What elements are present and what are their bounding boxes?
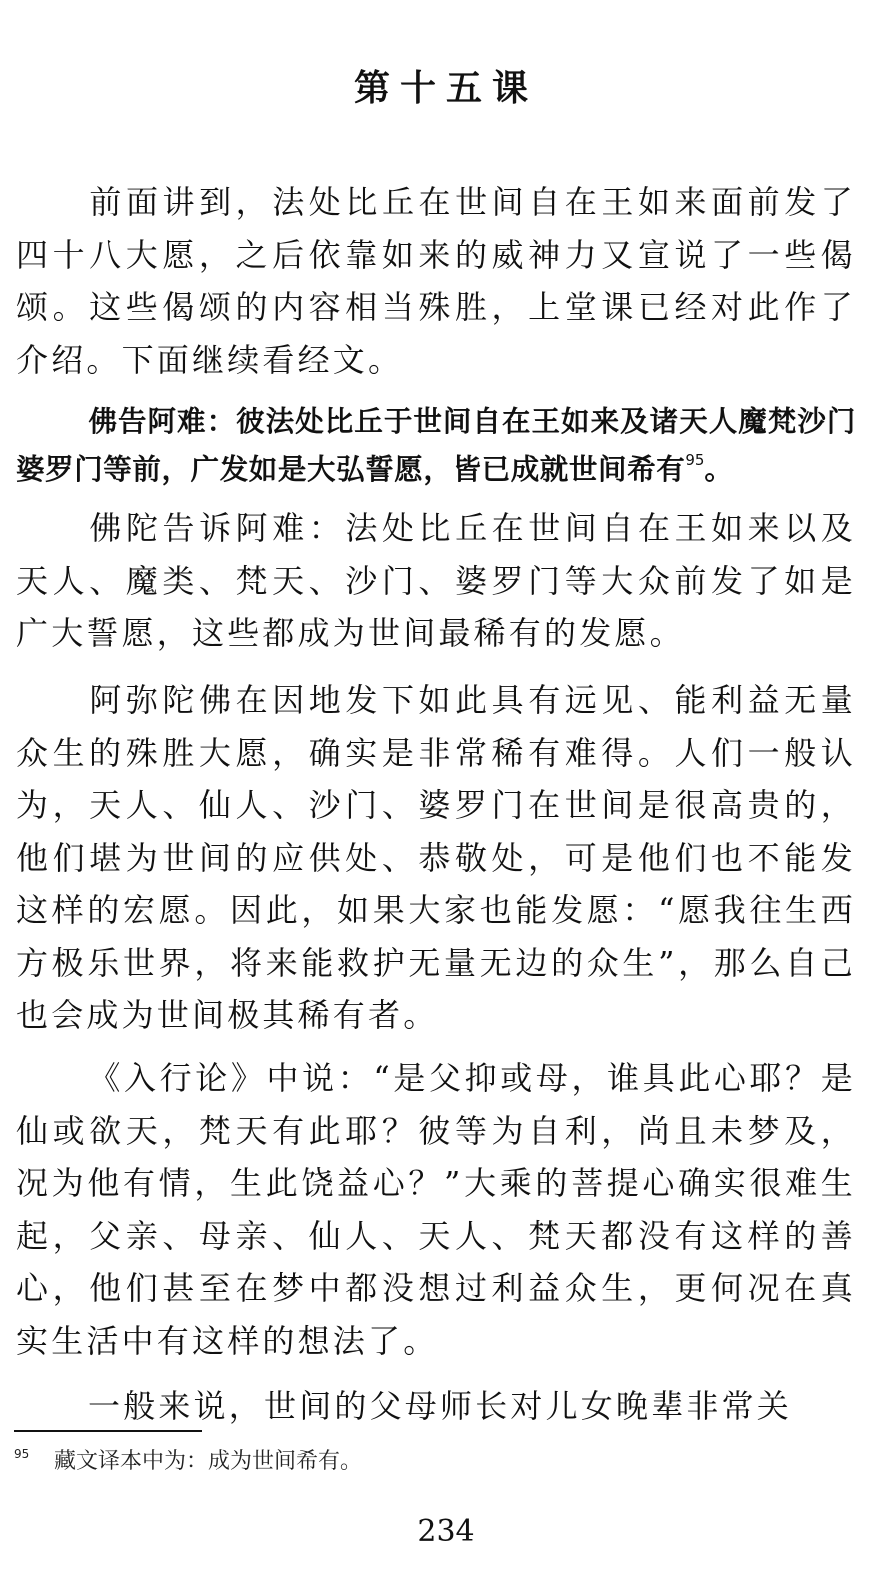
paragraph-commentary-text: 阿弥陀佛在因地发下如此具有远见、能利益无量众生的殊胜大愿，确实是非常稀有难得。人们一般认为，天人、仙人、沙门、婆罗门在世间是很高贵的，他们堪为世间的应供处、恭敬处，可是他们也不能发这样的宏愿。因此，如果大家也能发愿：“愿我往生西方极乐世界，将来能救护无量无边的众生”，那么自己也会成为世间极其稀有者。 <box>16 681 856 1034</box>
paragraph-quote-text: 《入行论》中说：“是父抑或母，谁具此心耶？是仙或欲天，梵天有此耶？彼等为自利，尚且未梦及，况为他有情，生此饶益心？”大乘的菩提心确实很难生起，父亲、母亲、仙人、天人、梵天都没有这样的善心，他们甚至在梦中都没想过利益众生，更何况在真实生活中有这样的想法了。 <box>16 1059 856 1360</box>
paragraph-commentary <box>16 674 856 1042</box>
paragraph-translation <box>16 502 856 660</box>
footnote: 95 藏文译本中为：成为世间希有。 <box>14 1447 363 1474</box>
footnote-divider <box>14 1430 202 1432</box>
paragraph-bodhicaryavatara-quote <box>16 1052 856 1367</box>
sutra-quote-text: 佛告阿难：彼法处比丘于世间自在王如来及诸天人魔梵沙门婆罗门等前，广发如是大弘誓愿，皆已成就世间希有 <box>16 405 856 486</box>
paragraph-translation-text: 佛陀告诉阿难：法处比丘在世间自在王如来以及天人、魔类、梵天、沙门、婆罗门等大众前发了如是广大誓愿，这些都成为世间最稀有的发愿。 <box>16 509 856 652</box>
page-number: 234 <box>417 1514 475 1549</box>
lesson-title: 第十五课 <box>353 68 538 109</box>
paragraph-continued <box>16 1380 856 1433</box>
paragraph-intro-text: 前面讲到，法处比丘在世间自在王如来面前发了四十八大愿，之后依靠如来的威神力又宣说了一些偈颂。这些偈颂的内容相当殊胜，上堂课已经对此作了介绍。下面继续看经文。 <box>16 183 856 379</box>
paragraph-intro <box>16 176 856 386</box>
footnote-reference[interactable]: 95 <box>685 451 705 469</box>
sutra-quote <box>16 398 856 494</box>
paragraph-continued-text: 一般来说，世间的父母师长对儿女晚辈非常关 <box>88 1387 793 1425</box>
sutra-quote-end: 。 <box>704 453 734 486</box>
footnote-text: 藏文译本中为：成为世间希有。 <box>54 1449 363 1474</box>
